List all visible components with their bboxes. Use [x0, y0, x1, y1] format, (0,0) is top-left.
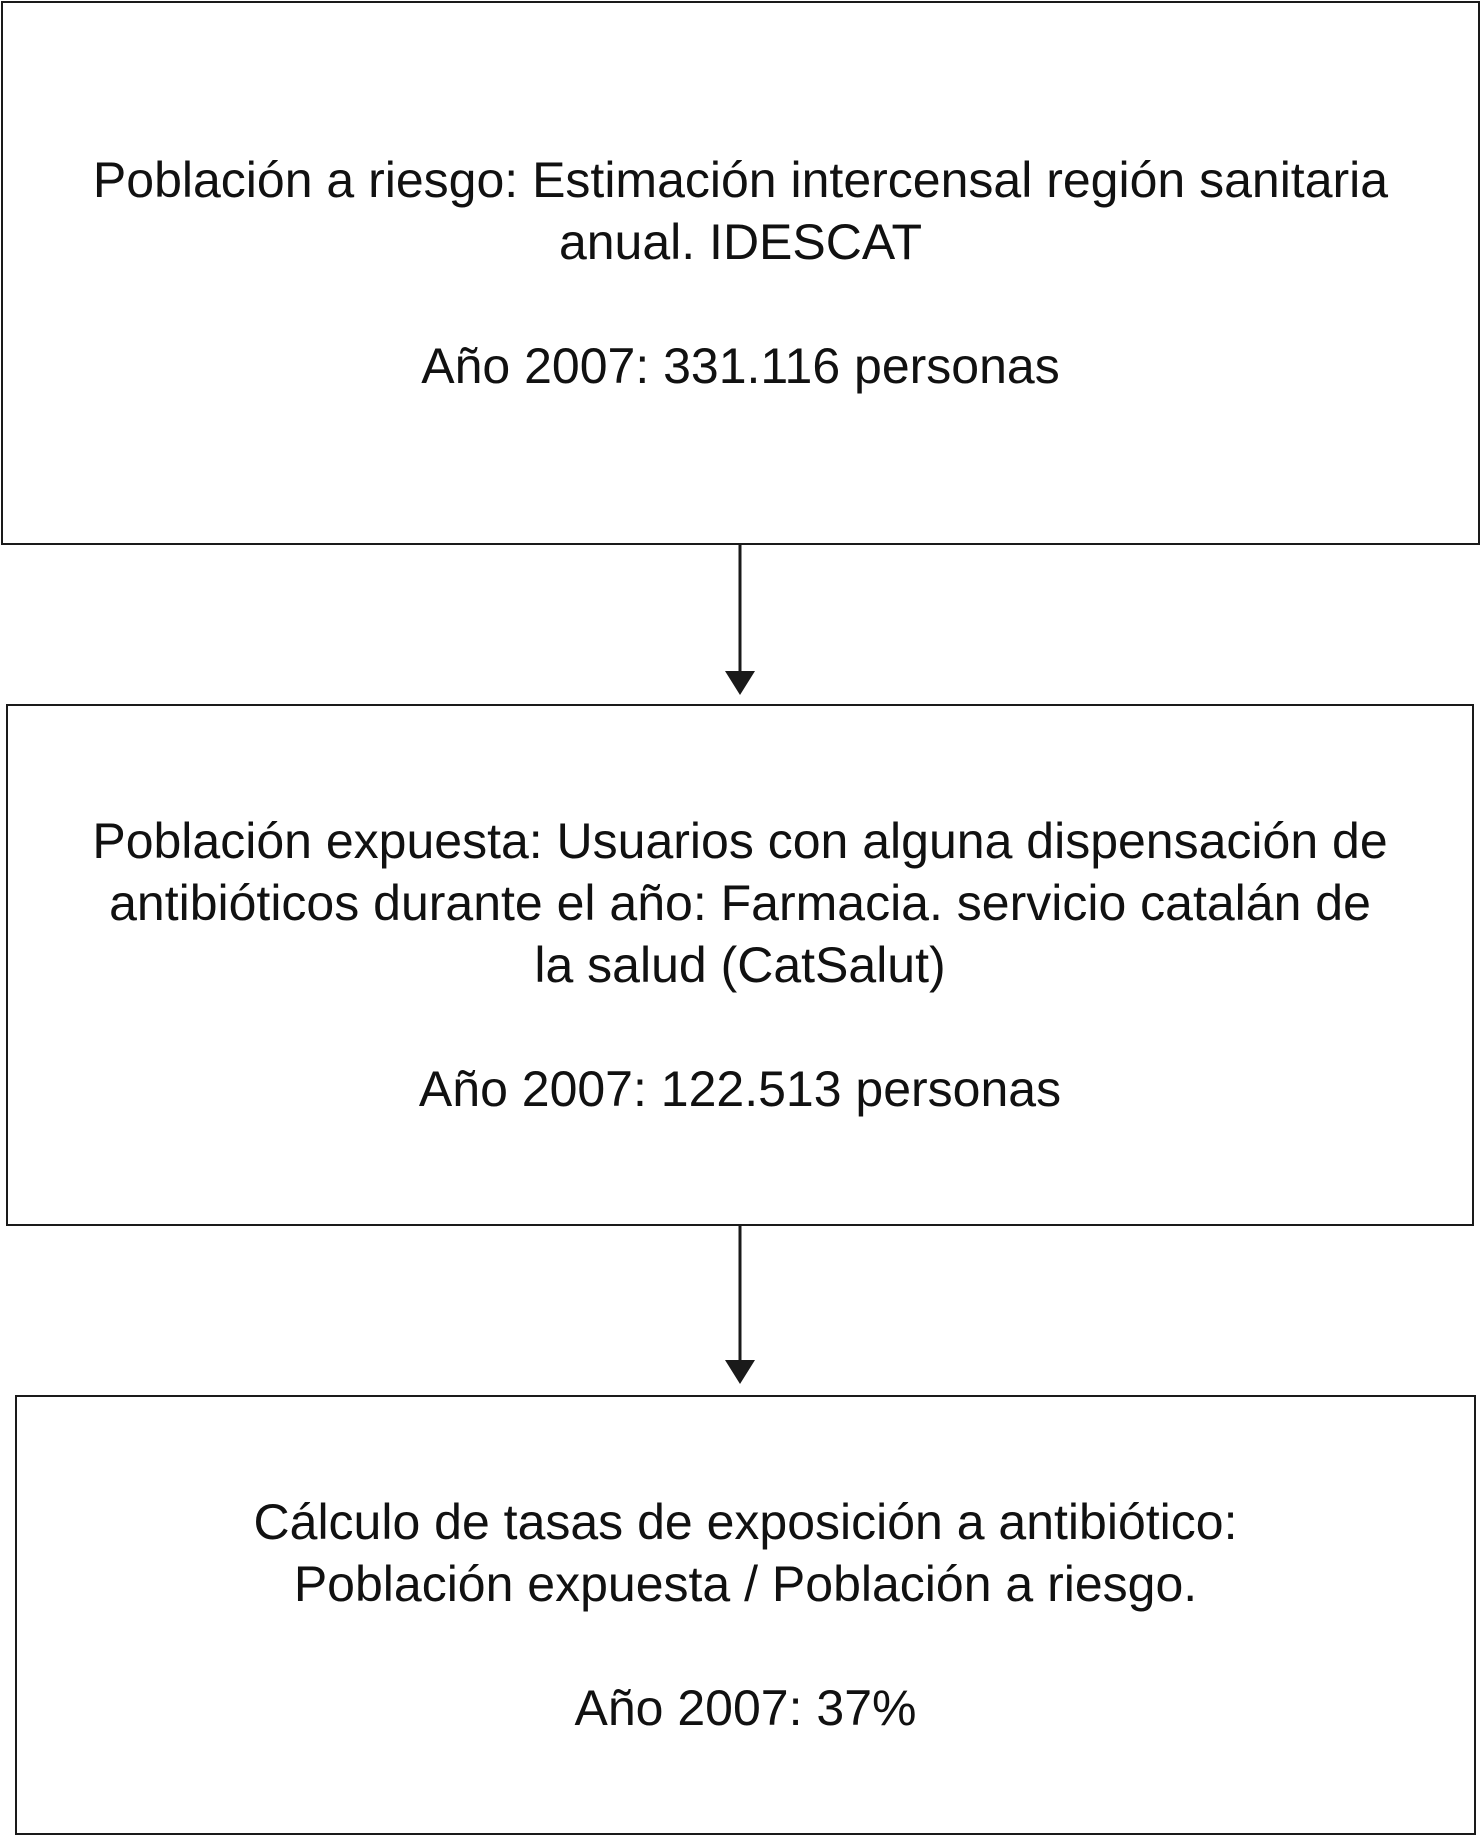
exposure-rate-value: Año 2007: 37% [574, 1680, 917, 1736]
exposure-rate-box [15, 1395, 1476, 1835]
exposed-population-line-2: antibióticos durante el año: Farmacia. servicio catalán de [109, 875, 1371, 931]
exposure-rate-line-2: Población expuesta / Población a riesgo. [293, 1556, 1198, 1612]
exposed-population-value: Año 2007: 122.513 personas [418, 1061, 1062, 1117]
down-arrow-icon [0, 1226, 1481, 1395]
exposure-rate-line-1: Cálculo de tasas de exposición a antibiótico: [253, 1494, 1238, 1550]
exposed-population-line-3: la salud (CatSalut) [534, 937, 946, 993]
population-at-risk-line-2: anual. IDESCAT [558, 214, 923, 270]
population-at-risk-box [1, 1, 1480, 545]
exposed-population-line-1: Población expuesta: Usuarios con alguna dispensación de [92, 813, 1388, 869]
down-arrow-icon [0, 545, 1481, 704]
population-at-risk-line-1: Población a riesgo: Estimación intercensal región sanitaria [92, 152, 1389, 208]
population-at-risk-value: Año 2007: 331.116 personas [421, 338, 1060, 394]
exposed-population-box [6, 704, 1474, 1226]
